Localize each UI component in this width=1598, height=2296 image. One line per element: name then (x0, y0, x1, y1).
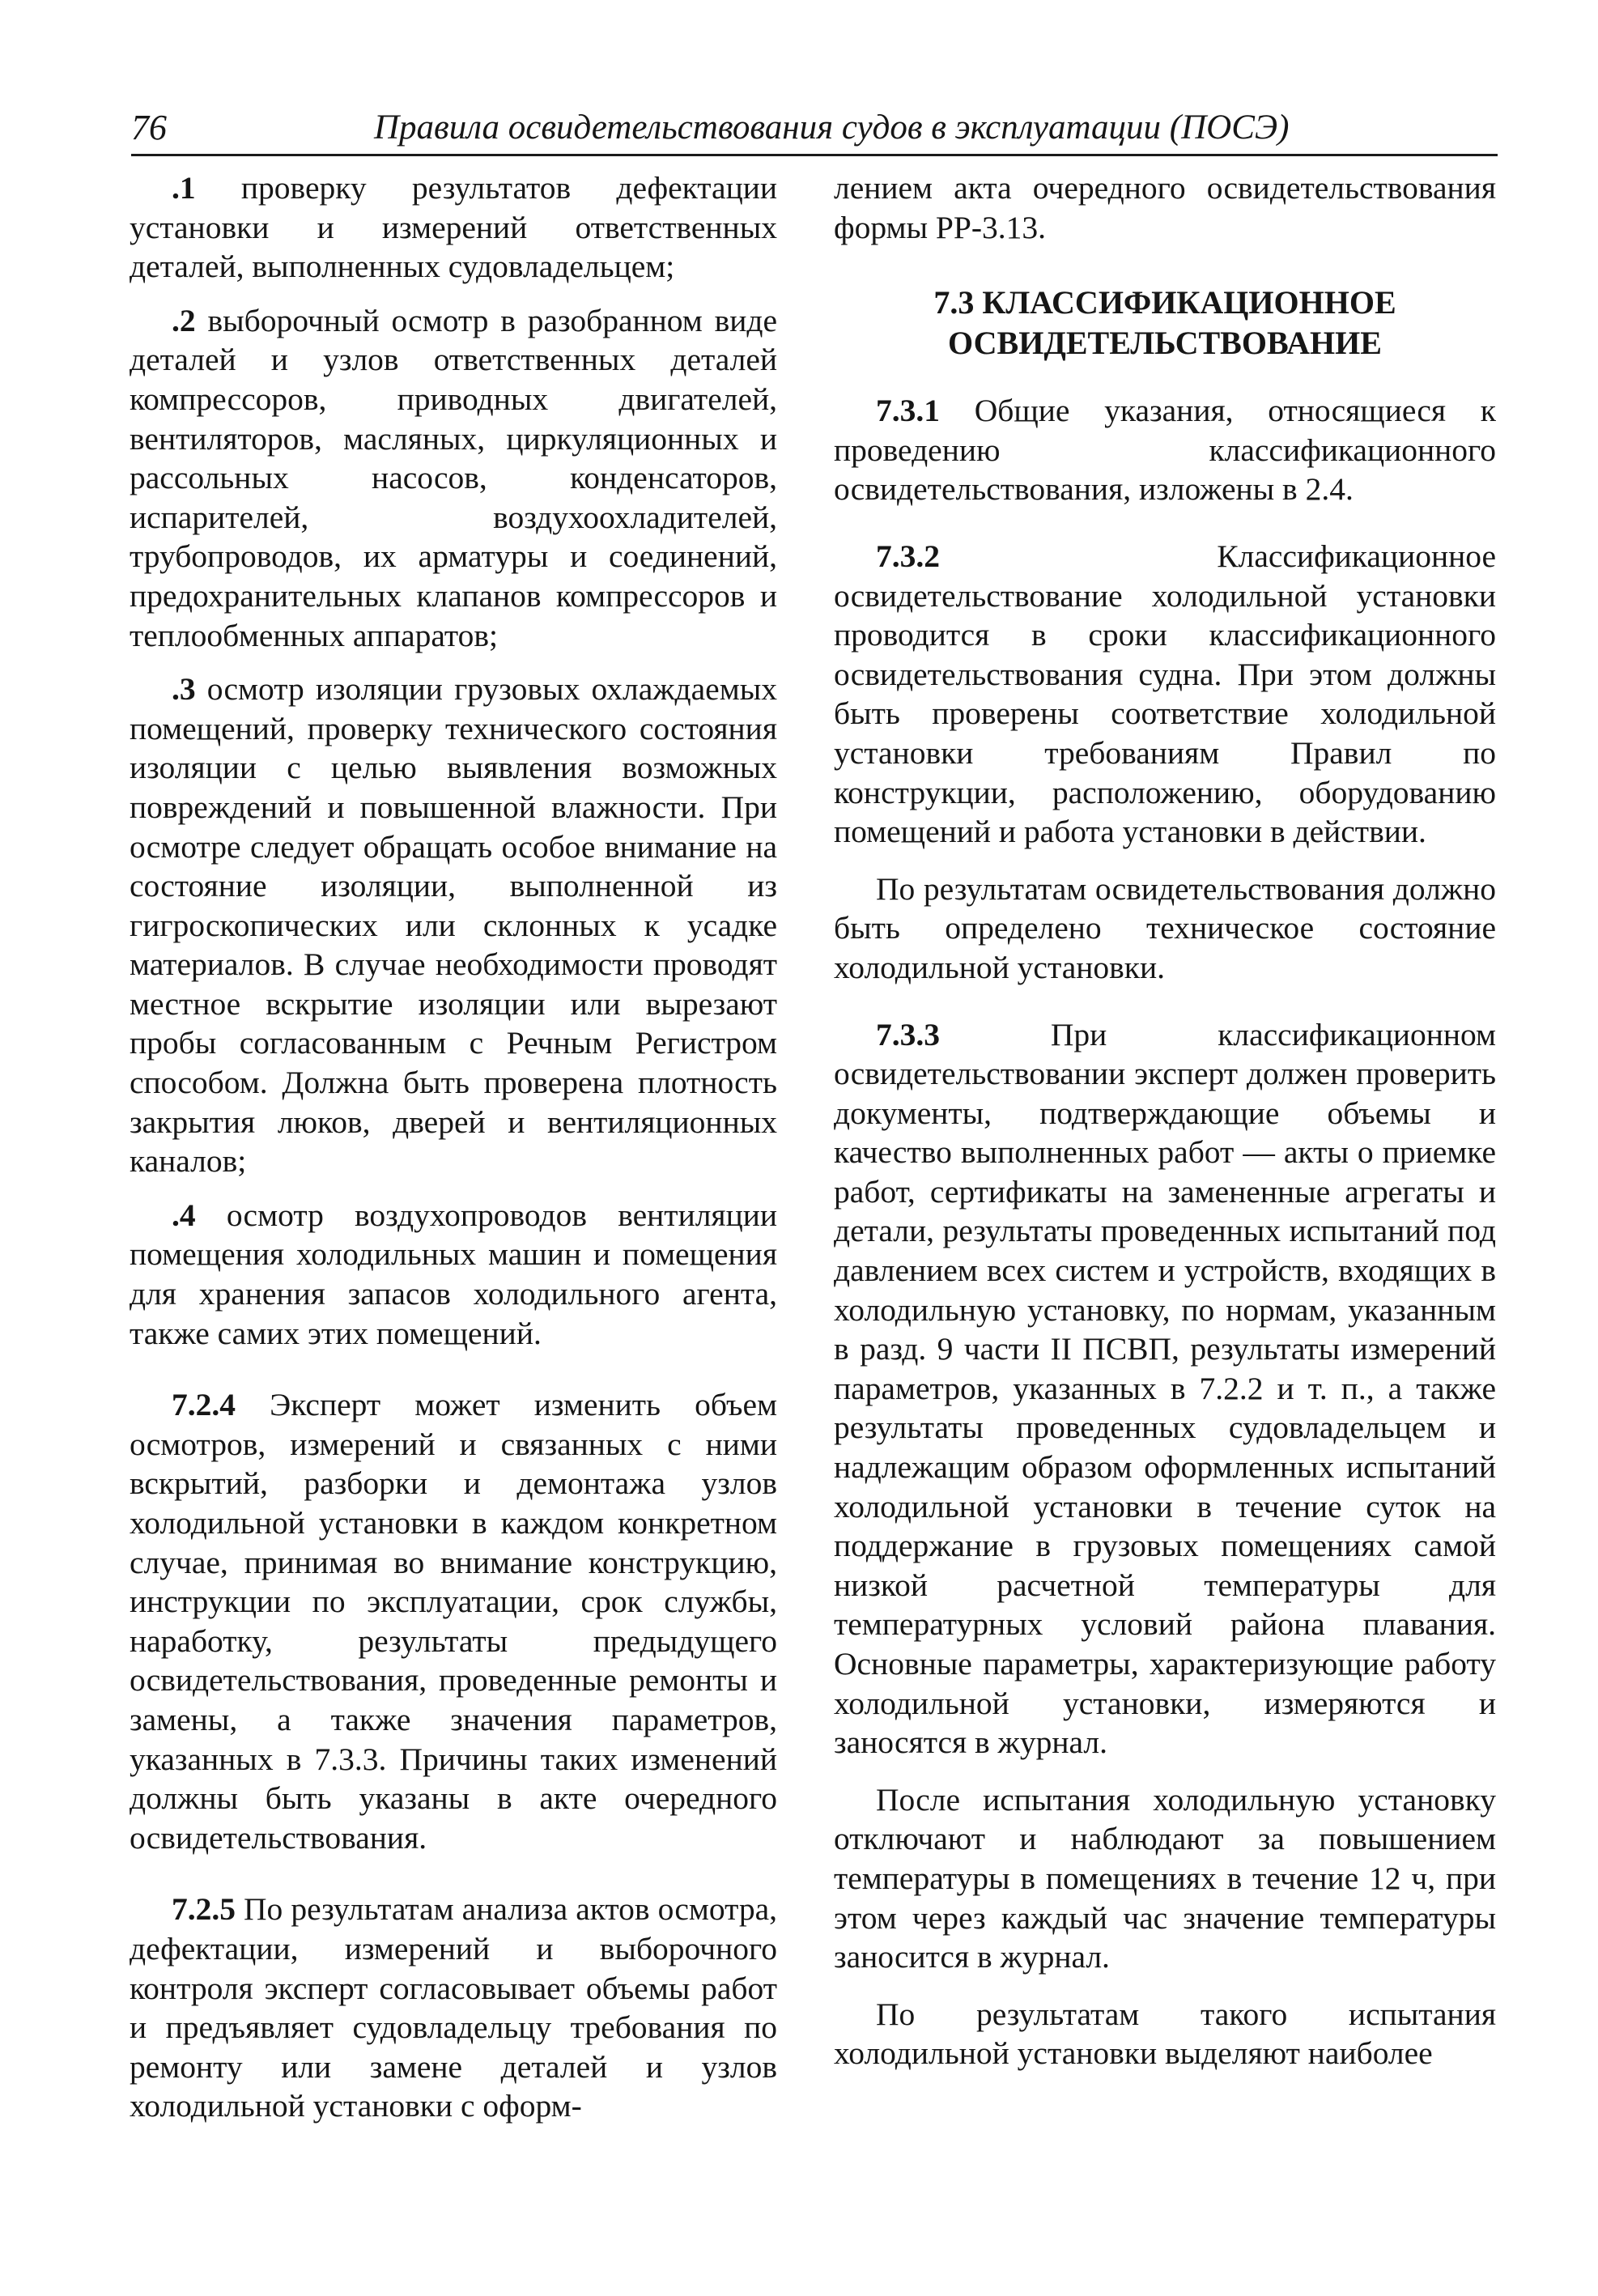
clause-text: Общие указания, относящиеся к проведению классификационного освидетельствования, изложены в 2.4. (834, 393, 1496, 508)
item-number: .1 (172, 170, 196, 206)
running-title: Правила освидетельствования судов в эксплуатации (ПОСЭ) (374, 108, 1290, 147)
page-header (131, 104, 1498, 156)
list-item (130, 168, 777, 287)
paragraph: По результатам такого испытания холодильной установки выделяют наиболее (834, 1996, 1496, 2072)
item-text: выборочный осмотр в разобранном виде деталей и узлов ответственных деталей компрессоров, приводных двигателей, вентиляторов, масляных, циркуляционных и рассольных насосов, конденсаторов, испарителей, воздухоохладителей, трубопроводов, их арматуры и соединений, предохранительных клапанов компрессоров и теплообменных аппаратов; (130, 302, 777, 653)
paragraph-7-2-5 (130, 1890, 777, 2126)
clause-text: Эксперт может изменить объем осмотров, измерений и связанных с ними вскрытий, разборки и демонтажа узлов холодильной установки в каждом конкретном случае, принимая во внимание конструкцию, инструкции по эксплуатации, срок службы, наработку, результаты предыдущего освидетельствования, проведенные ремонты и замены, а также значения параметров, указанных в 7.3.3. Причины таких изменений должны быть указаны в акте очередного освидетельствования. (130, 1387, 777, 1856)
right-column (834, 168, 1496, 2073)
list-item (130, 301, 777, 655)
left-column (130, 168, 777, 2126)
clause-number: 7.3.2 (876, 538, 940, 574)
item-text: проверку результатов дефектации установки и измерений ответственных деталей, выполненных судовладельцем; (130, 170, 777, 285)
paragraph-7-3-3 (834, 1015, 1496, 1762)
clause-text: По результатам анализа актов осмотра, дефектации, измерений и выборочного контроля эксперт согласовывает объемы работ и предъявляет судовладельцу требования по ремонту или замене деталей и узлов холодильной установки с оформ- (130, 1891, 777, 2124)
paragraph: После испытания холодильную установку отключают и наблюдают за повышением температуры в помещениях в течение 12 ч, при этом через каждый час значение температуры заносится в журнал. (834, 1781, 1496, 1975)
list-item (130, 1196, 777, 1353)
section-heading-line: ОСВИДЕТЕЛЬСТВОВАНИЕ (948, 325, 1382, 362)
continuation-paragraph: лением акта очередного освидетельствования формы РР-3.13. (834, 170, 1496, 245)
item-text: осмотр воздухопроводов вентиляции помещения холодильных машин и помещения для хранения запасов холодильного агента, также самих этих помещений. (130, 1197, 777, 1351)
paragraph: По результатам освидетельствования должно быть определено техническое состояние холодильной установки. (834, 870, 1496, 985)
item-text: осмотр изоляции грузовых охлаждаемых помещений, проверку технического состояния изоляции с целью выявления возможных повреждений и повышенной влажности. При осмотре следует обращать особое внимание на состояние изоляции, выполненной из гигроскопических или склонных к усадке материалов. В случае необходимости проводят местное вскрытие изоляции или вырезают пробы согласованным с Речным Регистром способом. Должна быть проверена плотность закрытия люков, дверей и вентиляционных каналов; (130, 671, 777, 1180)
page-number: 76 (131, 108, 167, 147)
paragraph-7-3-2 (834, 537, 1496, 852)
paragraph-7-2-4 (130, 1385, 777, 1857)
item-number: .3 (172, 671, 196, 708)
item-number: .4 (172, 1197, 196, 1233)
paragraph-7-3-1 (834, 391, 1496, 509)
clause-text: При классификационном освидетельствовании эксперт должен проверить документы, подтверждающие объемы и качество выполненных работ — акты о приемке работ, сертификаты на замененные агрегаты и детали, результаты проведенных испытаний под давлением всех систем и устройств, входящих в холодильную установку, по нормам, указанным в разд. 9 части II ПСВП, результаты измерений параметров, указанных в 7.2.2 и т. п., а также результаты проведенных судовладельцем и надлежащим образом оформленных испытаний холодильной установки в течение суток на поддержание в грузовых помещениях самой низкой расчетной температуры для температурных условий района плавания. Основные параметры, характеризующие работу холодильной установки, измеряются и заносятся в журнал. (834, 1016, 1496, 1761)
clause-number: 7.3.1 (876, 393, 940, 429)
clause-number: 7.2.5 (172, 1891, 236, 1928)
clause-number: 7.2.4 (172, 1387, 236, 1423)
clause-text: Классификационное освидетельствование холодильной установки проводится в сроки классификационного освидетельствования судна. При этом должны быть проверены соответствие холодильной установки требованиям Правил по конструкции, расположению, оборудованию помещений и работа установки в действии. (834, 538, 1496, 850)
section-heading-line: 7.3 КЛАССИФИКАЦИОННОЕ (933, 284, 1396, 321)
section-heading (834, 283, 1496, 364)
list-item (130, 670, 777, 1181)
clause-number: 7.3.3 (876, 1016, 940, 1052)
item-number: .2 (172, 302, 196, 338)
